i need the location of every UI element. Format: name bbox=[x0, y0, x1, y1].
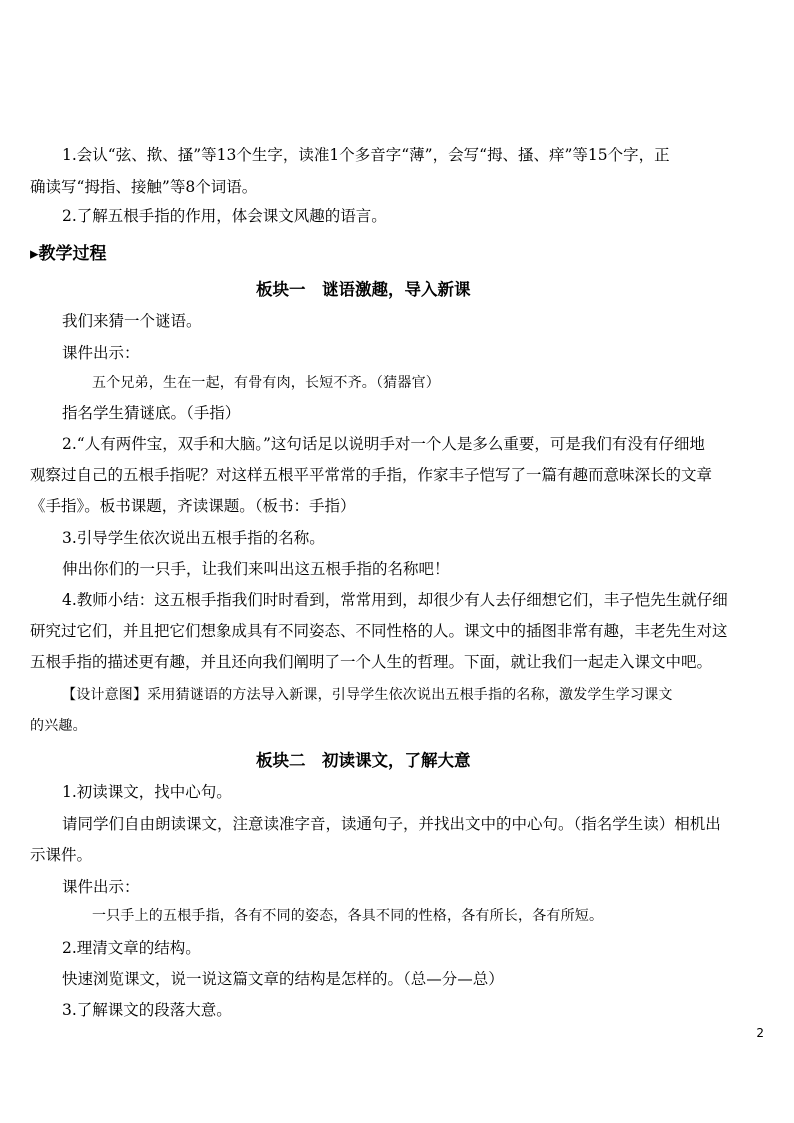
goal-2: 2.了解五根手指的作用，体会课文风趣的语言。 bbox=[62, 207, 387, 225]
block-1-paragraph: 《手指》。板书课题，齐读课题。（板书：手指） bbox=[30, 497, 356, 515]
block-1-paragraph: 4.教师小结：这五根手指我们时时看到，常常用到，却很少有人去仔细想它们，丰子恺先生就仔细 bbox=[62, 591, 728, 609]
section-heading-teaching-process: ▸教学过程 bbox=[30, 244, 107, 264]
block-1-paragraph: 伸出你们的一只手，让我们来叫出这五根手指的名称吧！ bbox=[62, 560, 450, 578]
block-2-paragraph: 请同学们自由朗读课文，注意读准字音，读通句子，并找出文中的中心句。（指名学生读）相机出 bbox=[62, 815, 721, 833]
block-1-paragraph: 课件出示： bbox=[62, 344, 140, 362]
block-1-paragraph: 研究过它们，并且把它们想象成具有不同姿态、不同性格的人。课文中的插图非常有趣，丰老先生对这 bbox=[30, 622, 728, 640]
block-2-paragraph: 1.初读课文，找中心句。 bbox=[62, 783, 232, 801]
block-1-paragraph: 3.引导学生依次说出五根手指的名称。 bbox=[62, 529, 325, 547]
block-1-paragraph: 我们来猜一个谜语。 bbox=[62, 312, 202, 330]
block-1-paragraph: 指名学生猜谜底。（手指） bbox=[62, 404, 241, 422]
block-2-paragraph: 课件出示： bbox=[62, 878, 140, 896]
block-1-paragraph: 五根手指的描述更有趣，并且还向我们阐明了一个人生的哲理。下面，就让我们一起走入课文中吧。 bbox=[30, 653, 713, 671]
block-1-title: 板块一 谜语激趣，导入新课 bbox=[256, 280, 471, 299]
goal-1-line-1: 1.会认“弦、揿、搔”等13个生字，读准1个多音字“薄”，会写“拇、搔、痒”等15个字，正 bbox=[62, 146, 670, 164]
block-2-paragraph: 3.了解课文的段落大意。 bbox=[62, 1001, 232, 1019]
block-1-paragraph: 观察过自己的五根手指呢？对这样五根平平常常的手指，作家丰子恺写了一篇有趣而意味深长的文章 bbox=[30, 466, 713, 484]
block-2-title: 板块二 初读课文，了解大意 bbox=[256, 751, 471, 770]
block-1-paragraph: 2.“人有两件宝，双手和大脑。”这句话足以说明手对一个人是多么重要，可是我们有没有仔细地 bbox=[62, 435, 705, 453]
page-number: 2 bbox=[756, 1026, 764, 1040]
block-2-paragraph: 2.理清文章的结构。 bbox=[62, 939, 201, 957]
central-sentence: 一只手上的五根手指，各有不同的姿态，各具不同的性格，各有所长，各有所短。 bbox=[92, 908, 604, 924]
goal-1-line-2: 确读写“拇指、接触”等8个词语。 bbox=[30, 178, 258, 196]
design-intent: 【设计意图】采用猜谜语的方法导入新课，引导学生依次说出五根手指的名称，激发学生学习课文 bbox=[62, 687, 673, 703]
design-intent: 的兴趣。 bbox=[30, 718, 87, 734]
block-2-paragraph: 快速浏览课文，说一说这篇文章的结构是怎样的。（总—分—总） bbox=[62, 970, 504, 988]
riddle-text: 五个兄弟，生在一起，有骨有肉，长短不齐。（猜器官） bbox=[92, 375, 440, 391]
block-2-paragraph: 示课件。 bbox=[30, 846, 93, 864]
